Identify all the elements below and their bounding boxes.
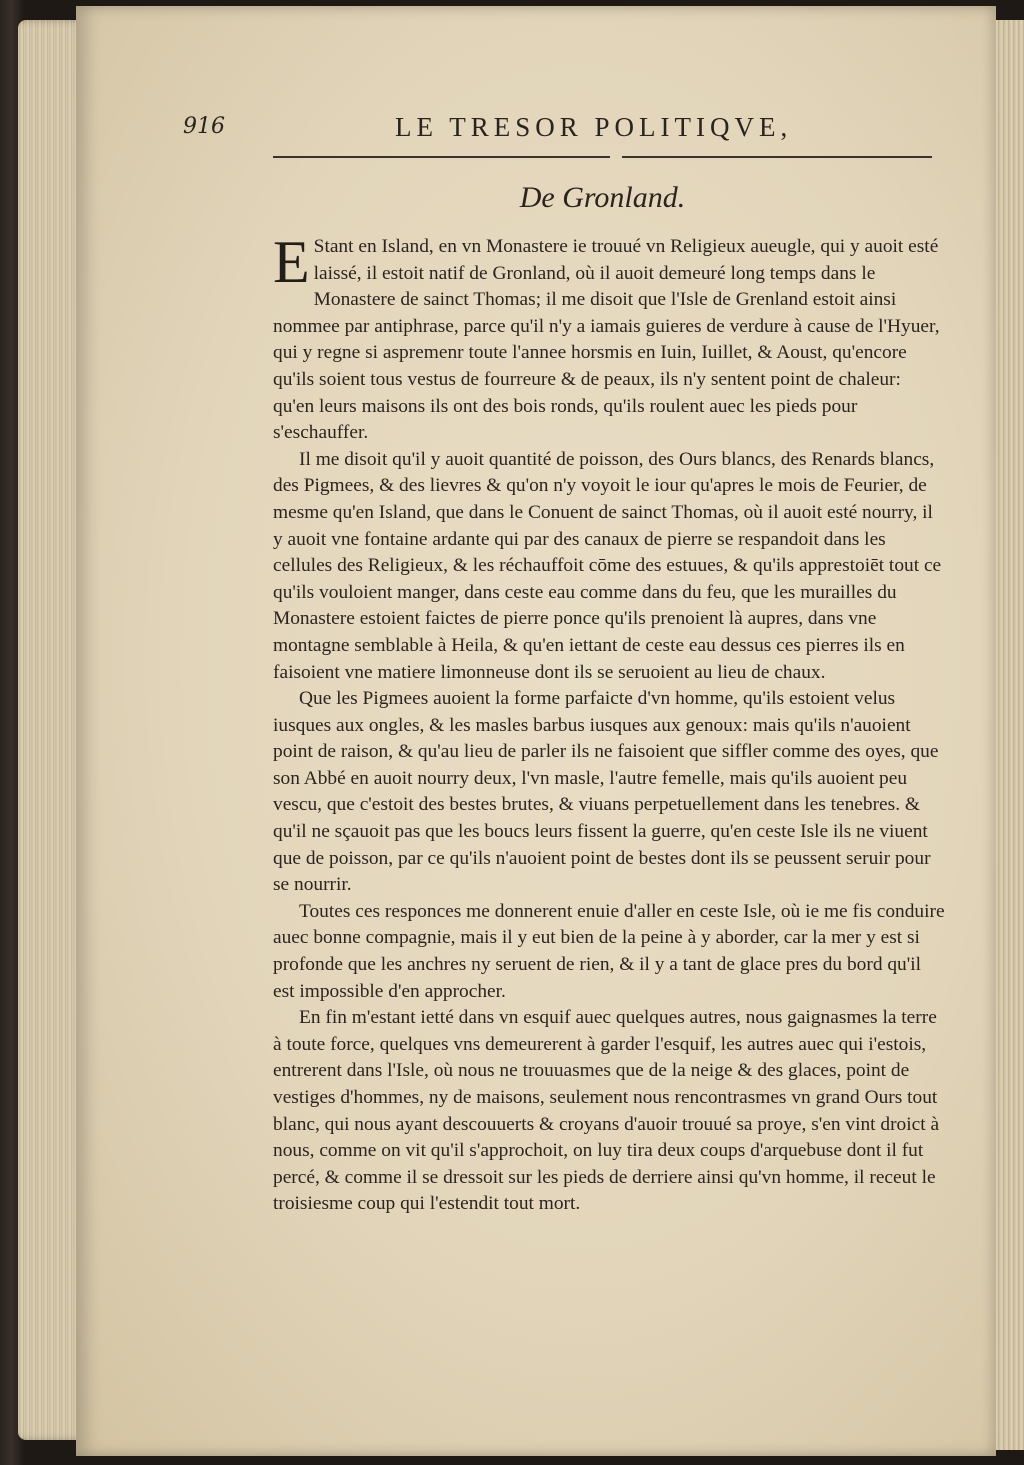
- body-text: [273, 229, 945, 1218]
- paragraph-3: [273, 686, 945, 899]
- section-title: De Gronland.: [519, 181, 686, 214]
- running-head-title: LE TRESOR POLITIQVE,: [395, 112, 793, 142]
- paragraph-1: [273, 229, 945, 447]
- running-head: [183, 108, 833, 148]
- header-rule-right: [622, 156, 932, 158]
- paragraph-2: [273, 447, 945, 686]
- paragraph-4: [273, 899, 945, 1005]
- paragraph-text: Toutes ces responces me donnerent enuie d'aller en ceste Isle, où ie me fis conduire auec bonne compagnie, mais il y eut bien de la peine à y aborder, car la mer y est si profonde que les anchres ny seruent de rien, & il y a tant de glace pres du bord qu'il est impossible d'en approcher.: [273, 900, 945, 1002]
- paragraph-text: Il me disoit qu'il y auoit quantité de poisson, des Ours blancs, des Renards blancs, des Pigmees, & des lievres & qu'on n'y voyoit le iour qu'apres le mois de Feurier, de mesme qu'en Island, que dans le Conuent de sainct Thomas, où il auoit esté nourry, il y auoit vne fontaine ardante qui par des canaux de pierre se respandoit dans les cellules des Religieux, & les réchauffoit cōme des estuues, & qu'ils apprestoiēt tout ce qu'ils vouloient manger, dans ceste eau comme dans du feu, que les murailles du Monastere estoient faictes de pierre ponce qu'ils prenoient là aupres, dans vne montagne semblable à Heila, & qu'en iettant de ceste eau dessus ces pierres ils en faisoient vne matiere limonneuse dont ils se seruoient au lieu de chaux.: [273, 448, 942, 683]
- paragraph-text: Que les Pigmees auoient la forme parfaicte d'vn homme, qu'ils estoient velus iusques aux ongles, & les masles barbus iusques aux genoux: mais qu'ils n'auoient point de raison, & qu'au lieu de parler ils ne faisoient que siffler comme des oyes, que son Abbé en auoit nourry deux, l'vn masle, l'autre femelle, mais qu'ils auoient peu vescu, que c'estoit des bestes brutes, & viuans perpetuellement dans les tenebres. & qu'il ne sçauoit pas que les boucs leurs fissent la guerre, qu'en ceste Isle ils ne viuent que de poisson, par ce qu'ils n'auoient point de bestes dont ils se peussent seruir pour se nourrir.: [273, 688, 939, 896]
- page-number: 916: [183, 114, 225, 139]
- paragraph-5: [273, 1005, 945, 1218]
- header-rule-left: [273, 156, 610, 158]
- drop-cap: E: [273, 229, 310, 295]
- paragraph-text: En fin m'estant ietté dans vn esquif auec quelques autres, nous gaignasmes la terre à toute force, quelques vns demeurerent à garder l'esquif, les autres auec qui i'estois, entrerent dans l'Isle, où nous ne trouuasmes que de la neige & des glaces, point de vestiges d'hommes, ny de maisons, seulement nous rencontrasmes vn grand Ours tout blanc, qui nous ayant descouuerts & croyans d'auoir trouué sa proye, s'en vint droict à nous, comme on vit qu'il s'approchoit, on luy tira deux coups d'arquebuse dont il fut percé, & comme il se dressoit sur les pieds de derriere ainsi qu'vn homme, il receut le troisiesme coup qui l'estendit tout mort.: [273, 1007, 940, 1215]
- paragraph-text: Stant en Island, en vn Monastere ie trouué vn Religieux aueugle, qui y auoit esté laissé, il estoit natif de Gronland, où il auoit demeuré long temps dans le Monastere de sainct Thomas; il me disoit que l'Isle de Grenland estoit ainsi nommee par antiphrase, parce qu'il n'y a iamais guieres de verdure à cause de l'Hyuer, qui y regne si aspremenr toute l'annee horsmis en Iuin, Iuillet, & Aoust, qu'encore qu'ils soient tous vestus de fourreure & de peaux, ils n'y sentent point de chaleur: qu'en leurs maisons ils ont des bois ronds, qu'ils roulent auec les pieds pour s'eschauffer.: [273, 236, 940, 444]
